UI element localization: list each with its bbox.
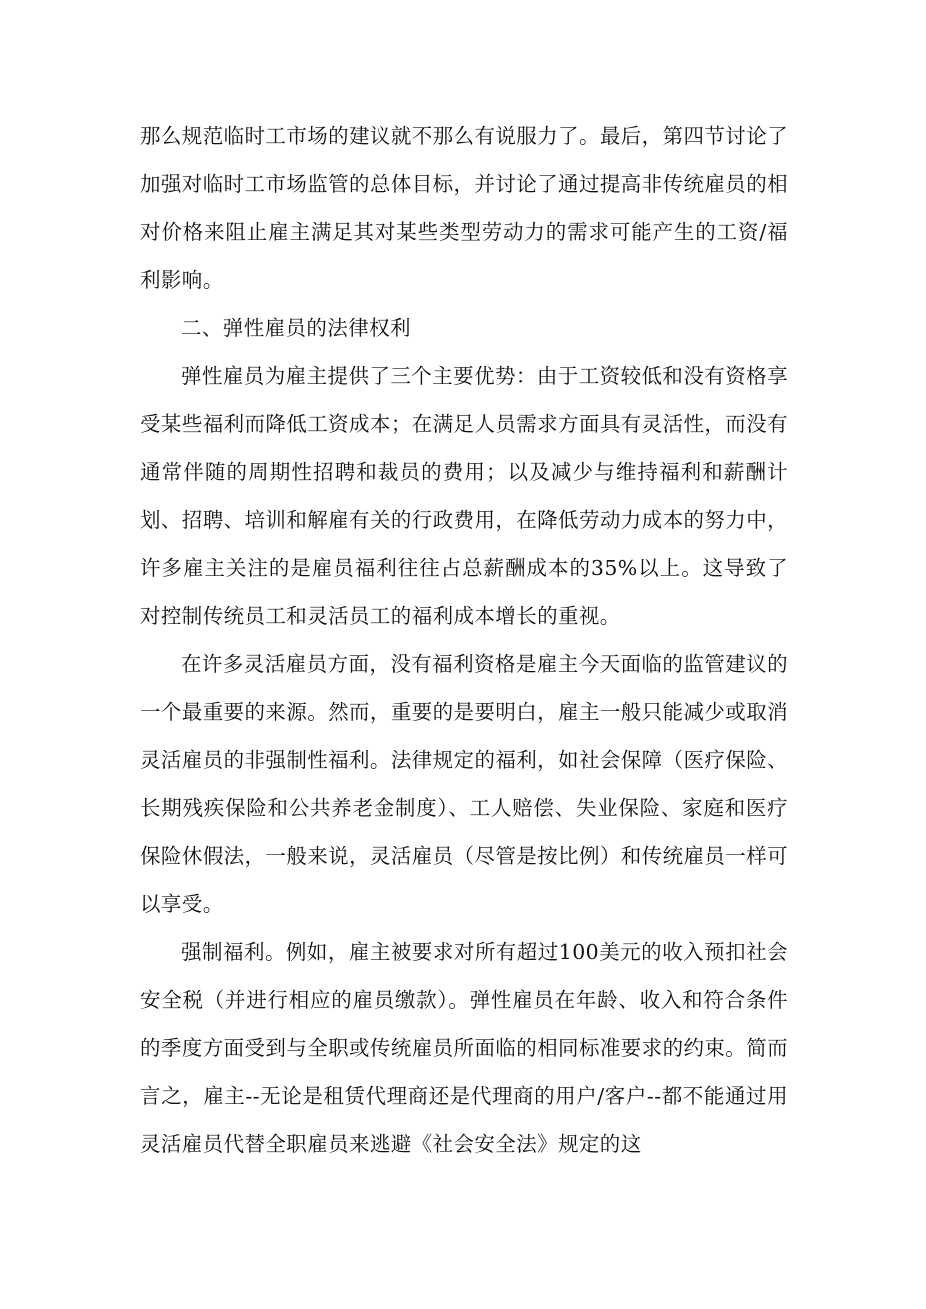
paragraph-advantages: 弹性雇员为雇主提供了三个主要优势：由于工资较低和没有资格享受某些福利而降低工资成本；在满足人员需求方面具有灵活性，而没有通常伴随的周期性招聘和裁员的费用；以及减少与维持福利和薪酬计划、招聘、培训和解雇有关的行政费用，在降低劳动力成本的努力中，许多雇主关注的是雇员福利往往占总薪酬成本的35%以上。这导致了对控制传统员工和灵活员工的福利成本增长的重视。 <box>140 364 788 628</box>
section-heading: 二、弹性雇员的法律权利 <box>181 316 411 340</box>
paragraph-benefit-eligibility: 在许多灵活雇员方面，没有福利资格是雇主今天面临的监管建议的一个最重要的来源。然而，重要的是要明白，雇主一般只能减少或取消灵活雇员的非强制性福利。法律规定的福利，如社会保障（医疗保险、长期残疾保险和公共养老金制度）、工人赔偿、失业保险、家庭和医疗保险休假法，一般来说，灵活雇员（尽管是按比例）和传统雇员一样可以享受。 <box>140 652 788 916</box>
document-body <box>140 112 788 1168</box>
paragraph-intro-continuation: 那么规范临时工市场的建议就不那么有说服力了。最后，第四节讨论了加强对临时工市场监管的总体目标，并讨论了通过提高非传统雇员的相对价格来阻止雇主满足其对某些类型劳动力的需求可能产生的工资/福利影响。 <box>140 124 788 292</box>
paragraph-mandatory-benefits: 强制福利。例如，雇主被要求对所有超过100美元的收入预扣社会安全税（并进行相应的雇员缴款）。弹性雇员在年龄、收入和符合条件的季度方面受到与全职或传统雇员所面临的相同标准要求的约束。简而言之，雇主--无论是租赁代理商还是代理商的用户/客户--都不能通过用灵活雇员代替全职雇员来逃避《社会安全法》规定的这 <box>140 940 788 1156</box>
